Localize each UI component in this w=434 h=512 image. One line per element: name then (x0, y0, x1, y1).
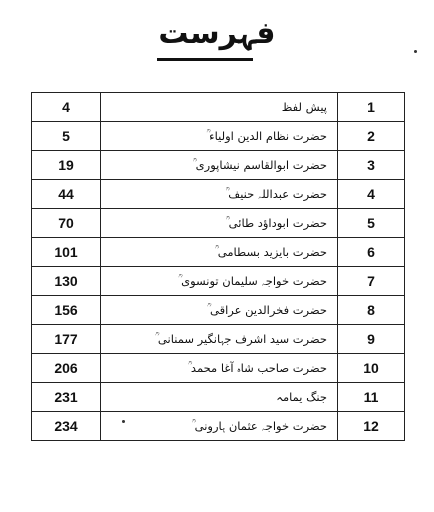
chapter-title: حضرت صاحب شاہ آغا محمد ؒ (101, 354, 338, 383)
chapter-number: 3 (338, 151, 405, 180)
page-number: 231 (32, 383, 101, 412)
table-row (32, 151, 405, 180)
chapter-number: 11 (338, 383, 405, 412)
table-row (32, 383, 405, 412)
page-number: 5 (32, 122, 101, 151)
table-row (32, 412, 405, 441)
chapter-number: 4 (338, 180, 405, 209)
chapter-title: پیش لفظ (101, 93, 338, 122)
table-row (32, 238, 405, 267)
table-row (32, 122, 405, 151)
chapter-title: حضرت نظام الدین اولیاء ؒ (101, 122, 338, 151)
chapter-title: حضرت فخرالدین عراقی ؒ (101, 296, 338, 325)
chapter-number: 1 (338, 93, 405, 122)
page-number: 156 (32, 296, 101, 325)
chapter-title: حضرت سید اشرف جہانگیر سمنانی ؒ (101, 325, 338, 354)
chapter-number: 7 (338, 267, 405, 296)
table-row (32, 267, 405, 296)
chapter-title: حضرت ابوداؤد طائی ؒ (101, 209, 338, 238)
chapter-number: 2 (338, 122, 405, 151)
table-of-contents (31, 92, 405, 441)
page-title: فہرست (158, 16, 276, 51)
page-number: 70 (32, 209, 101, 238)
chapter-number: 9 (338, 325, 405, 354)
chapter-number: 6 (338, 238, 405, 267)
page-number: 4 (32, 93, 101, 122)
table-row (32, 209, 405, 238)
chapter-title: حضرت خواجہ عثمان ہارونی ؒ (101, 412, 338, 441)
page-number: 177 (32, 325, 101, 354)
table-row (32, 325, 405, 354)
chapter-title: جنگ یمامہ (101, 383, 338, 412)
table-row (32, 93, 405, 122)
title-underline (157, 58, 253, 61)
chapter-number: 8 (338, 296, 405, 325)
page-number: 44 (32, 180, 101, 209)
page-number: 19 (32, 151, 101, 180)
page-number: 130 (32, 267, 101, 296)
table-row (32, 296, 405, 325)
page-number: 206 (32, 354, 101, 383)
chapter-number: 10 (338, 354, 405, 383)
chapter-title: حضرت عبداللہ حنیف ؒ (101, 180, 338, 209)
chapter-number: 5 (338, 209, 405, 238)
chapter-title: حضرت ابوالقاسم نیشاپوری ؒ (101, 151, 338, 180)
chapter-title: حضرت خواجہ سلیمان تونسوی ؒ (101, 267, 338, 296)
table-row (32, 354, 405, 383)
chapter-title: حضرت بایزید بسطامی ؒ (101, 238, 338, 267)
chapter-number: 12 (338, 412, 405, 441)
page-number: 234 (32, 412, 101, 441)
page-number: 101 (32, 238, 101, 267)
table-row (32, 180, 405, 209)
speck (414, 50, 417, 53)
